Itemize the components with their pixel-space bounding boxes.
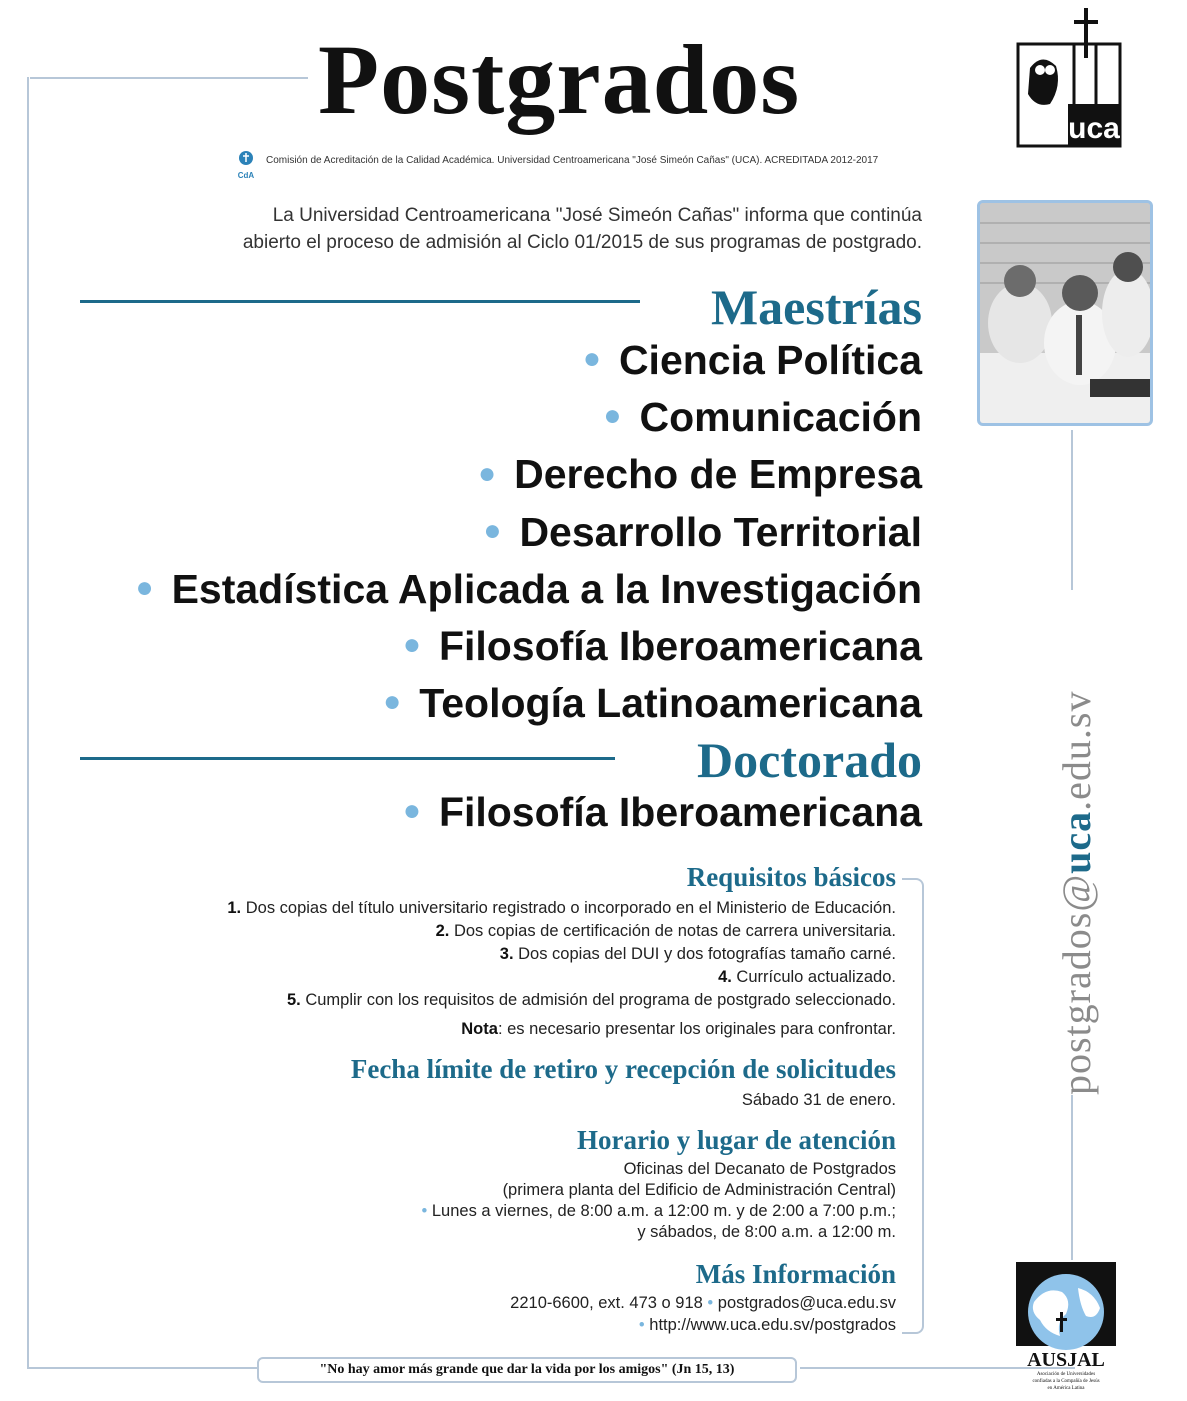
accreditation-logo (232, 148, 260, 180)
quote-ref: (Jn 15, 13) (671, 1362, 735, 1377)
ausjal-name: AUSJAL (1027, 1349, 1105, 1371)
item-text: Dos copias de certificación de notas de carrera universitaria. (449, 922, 896, 940)
bullet-icon: ● (135, 570, 154, 604)
info-heading: Más Información (695, 1259, 896, 1289)
frame-line-left (27, 77, 29, 1367)
info-bracket (902, 878, 924, 1334)
horario-heading: Horario y lugar de atención (577, 1125, 896, 1155)
item-text: Currículo actualizado. (731, 968, 896, 986)
frame-line-right-upper (1071, 430, 1073, 590)
fecha-heading: Fecha límite de retiro y recepción de solicitudes (350, 1054, 896, 1084)
bullet-icon: ● (483, 513, 502, 547)
uca-logo-text: uca (1068, 112, 1120, 145)
doctorado-rule (80, 757, 615, 760)
ausjal-logo (1016, 1262, 1116, 1392)
info-text (510, 1292, 896, 1336)
maestrias-list (135, 333, 922, 733)
side-email-post: .edu.sv (1054, 690, 1099, 811)
accreditation-text: Comisión de Acreditación de la Calidad Académica. Universidad Centroamericana "José Simeón Cañas" (UCA). ACREDITADA 2012-2017 (266, 155, 879, 166)
horario-line-4: y sábados, de 8:00 a.m. a 12:00 m. (637, 1223, 896, 1241)
list-item (227, 966, 896, 989)
students-photo-illustration (980, 203, 1150, 423)
frame-line-right-lower (1071, 1095, 1073, 1260)
list-item (135, 562, 922, 619)
quote-text: "No hay amor más grande que dar la vida por los amigos" (319, 1362, 669, 1377)
list-item (135, 505, 922, 562)
accreditation-logo-text: CdA (237, 171, 255, 180)
info-url-link[interactable]: http://www.uca.edu.sv/postgrados (649, 1316, 896, 1334)
ausjal-caption-2: confiadas a la Compañía de Jesús (1032, 1379, 1100, 1384)
program-name: Filosofía Iberoamericana (438, 789, 922, 835)
fecha-text: Sábado 31 de enero. (741, 1091, 896, 1109)
bullet-icon: ● (582, 342, 601, 376)
program-name: Derecho de Empresa (514, 451, 922, 498)
list-item (227, 897, 896, 920)
maestrias-heading: Maestrías (710, 279, 922, 335)
item-number: 5. (286, 991, 301, 1009)
bullet-icon: ● (383, 685, 402, 719)
quote-box (257, 1357, 797, 1383)
list-item (135, 447, 922, 504)
item-number: 4. (718, 968, 732, 986)
list-item (135, 619, 922, 676)
bullet-icon: • (421, 1202, 432, 1220)
intro-line-1: La Universidad Centroamericana "José Simeón Cañas" informa que continúa (272, 205, 922, 226)
ausjal-caption-1: Asociación de Universidades (1036, 1372, 1096, 1377)
info-line-2 (510, 1314, 896, 1336)
intro-line-2: abierto el proceso de admisión al Ciclo 01/2015 de sus programas de postgrado. (242, 232, 922, 253)
list-item (227, 920, 896, 943)
program-name: Teología Latinoamericana (419, 680, 922, 727)
ausjal-caption-3: en América Latina (1047, 1386, 1085, 1391)
program-name: Desarrollo Territorial (519, 508, 922, 555)
horario-line-1: Oficinas del Decanato de Postgrados (623, 1160, 896, 1178)
item-text: Dos copias del título universitario registrado o incorporado en el Ministerio de Educación. (241, 899, 896, 917)
item-text: Cumplir con los requisitos de admisión del programa de postgrado seleccionado. (300, 991, 896, 1009)
bullet-icon: ● (477, 456, 497, 490)
info-phone: 2210-6600, ext. 473 o 918 (510, 1294, 703, 1312)
side-email-pre: postgrados@ (1054, 873, 1099, 1095)
intro-paragraph (42, 202, 922, 256)
side-email[interactable] (1053, 691, 1100, 1095)
note-label: Nota (461, 1020, 498, 1038)
list-item (135, 390, 922, 447)
doctorado-heading: Doctorado (697, 732, 922, 788)
bullet-icon: • (638, 1316, 650, 1334)
program-name: Filosofía Iberoamericana (438, 622, 922, 669)
note-text: : es necesario presentar los originales para confrontar. (497, 1020, 896, 1038)
page-title: Postgrados (318, 24, 801, 135)
item-number: 3. (499, 945, 514, 963)
horario-text (422, 1159, 897, 1243)
list-item (403, 785, 922, 842)
bullet-icon: • (702, 1294, 718, 1312)
bullet-icon: ● (402, 794, 421, 828)
students-photo (977, 200, 1153, 426)
list-item (135, 676, 922, 733)
program-name: Comunicación (639, 394, 922, 441)
bullet-icon: ● (402, 628, 421, 662)
list-item (227, 989, 896, 1012)
maestrias-rule (80, 300, 640, 303)
list-item (227, 943, 896, 966)
note (227, 1018, 896, 1041)
info-email-link[interactable]: postgrados@uca.edu.sv (717, 1294, 896, 1312)
side-email-highlight: uca (1054, 810, 1099, 874)
uca-logo (1016, 8, 1122, 148)
frame-line-top (30, 77, 308, 79)
program-name: Estadística Aplicada a la Investigación (171, 565, 922, 612)
horario-line-3-row (422, 1201, 897, 1222)
requisitos-heading: Requisitos básicos (686, 862, 896, 892)
frame-line-bottom-left (27, 1367, 257, 1369)
horario-line-3: Lunes a viernes, de 8:00 a.m. a 12:00 m. y de 2:00 a 7:00 p.m.; (431, 1202, 896, 1220)
program-name: Ciencia Política (618, 337, 922, 383)
item-text: Dos copias del DUI y dos fotografías tamaño carné. (513, 945, 896, 963)
requisitos-list (227, 897, 896, 1041)
info-line-1 (510, 1292, 896, 1314)
doctorado-list (403, 785, 922, 842)
horario-line-2: (primera planta del Edificio de Administración Central) (502, 1181, 896, 1199)
item-number: 1. (227, 899, 242, 917)
bullet-icon: ● (603, 399, 622, 433)
item-number: 2. (435, 922, 450, 940)
list-item (135, 333, 922, 390)
